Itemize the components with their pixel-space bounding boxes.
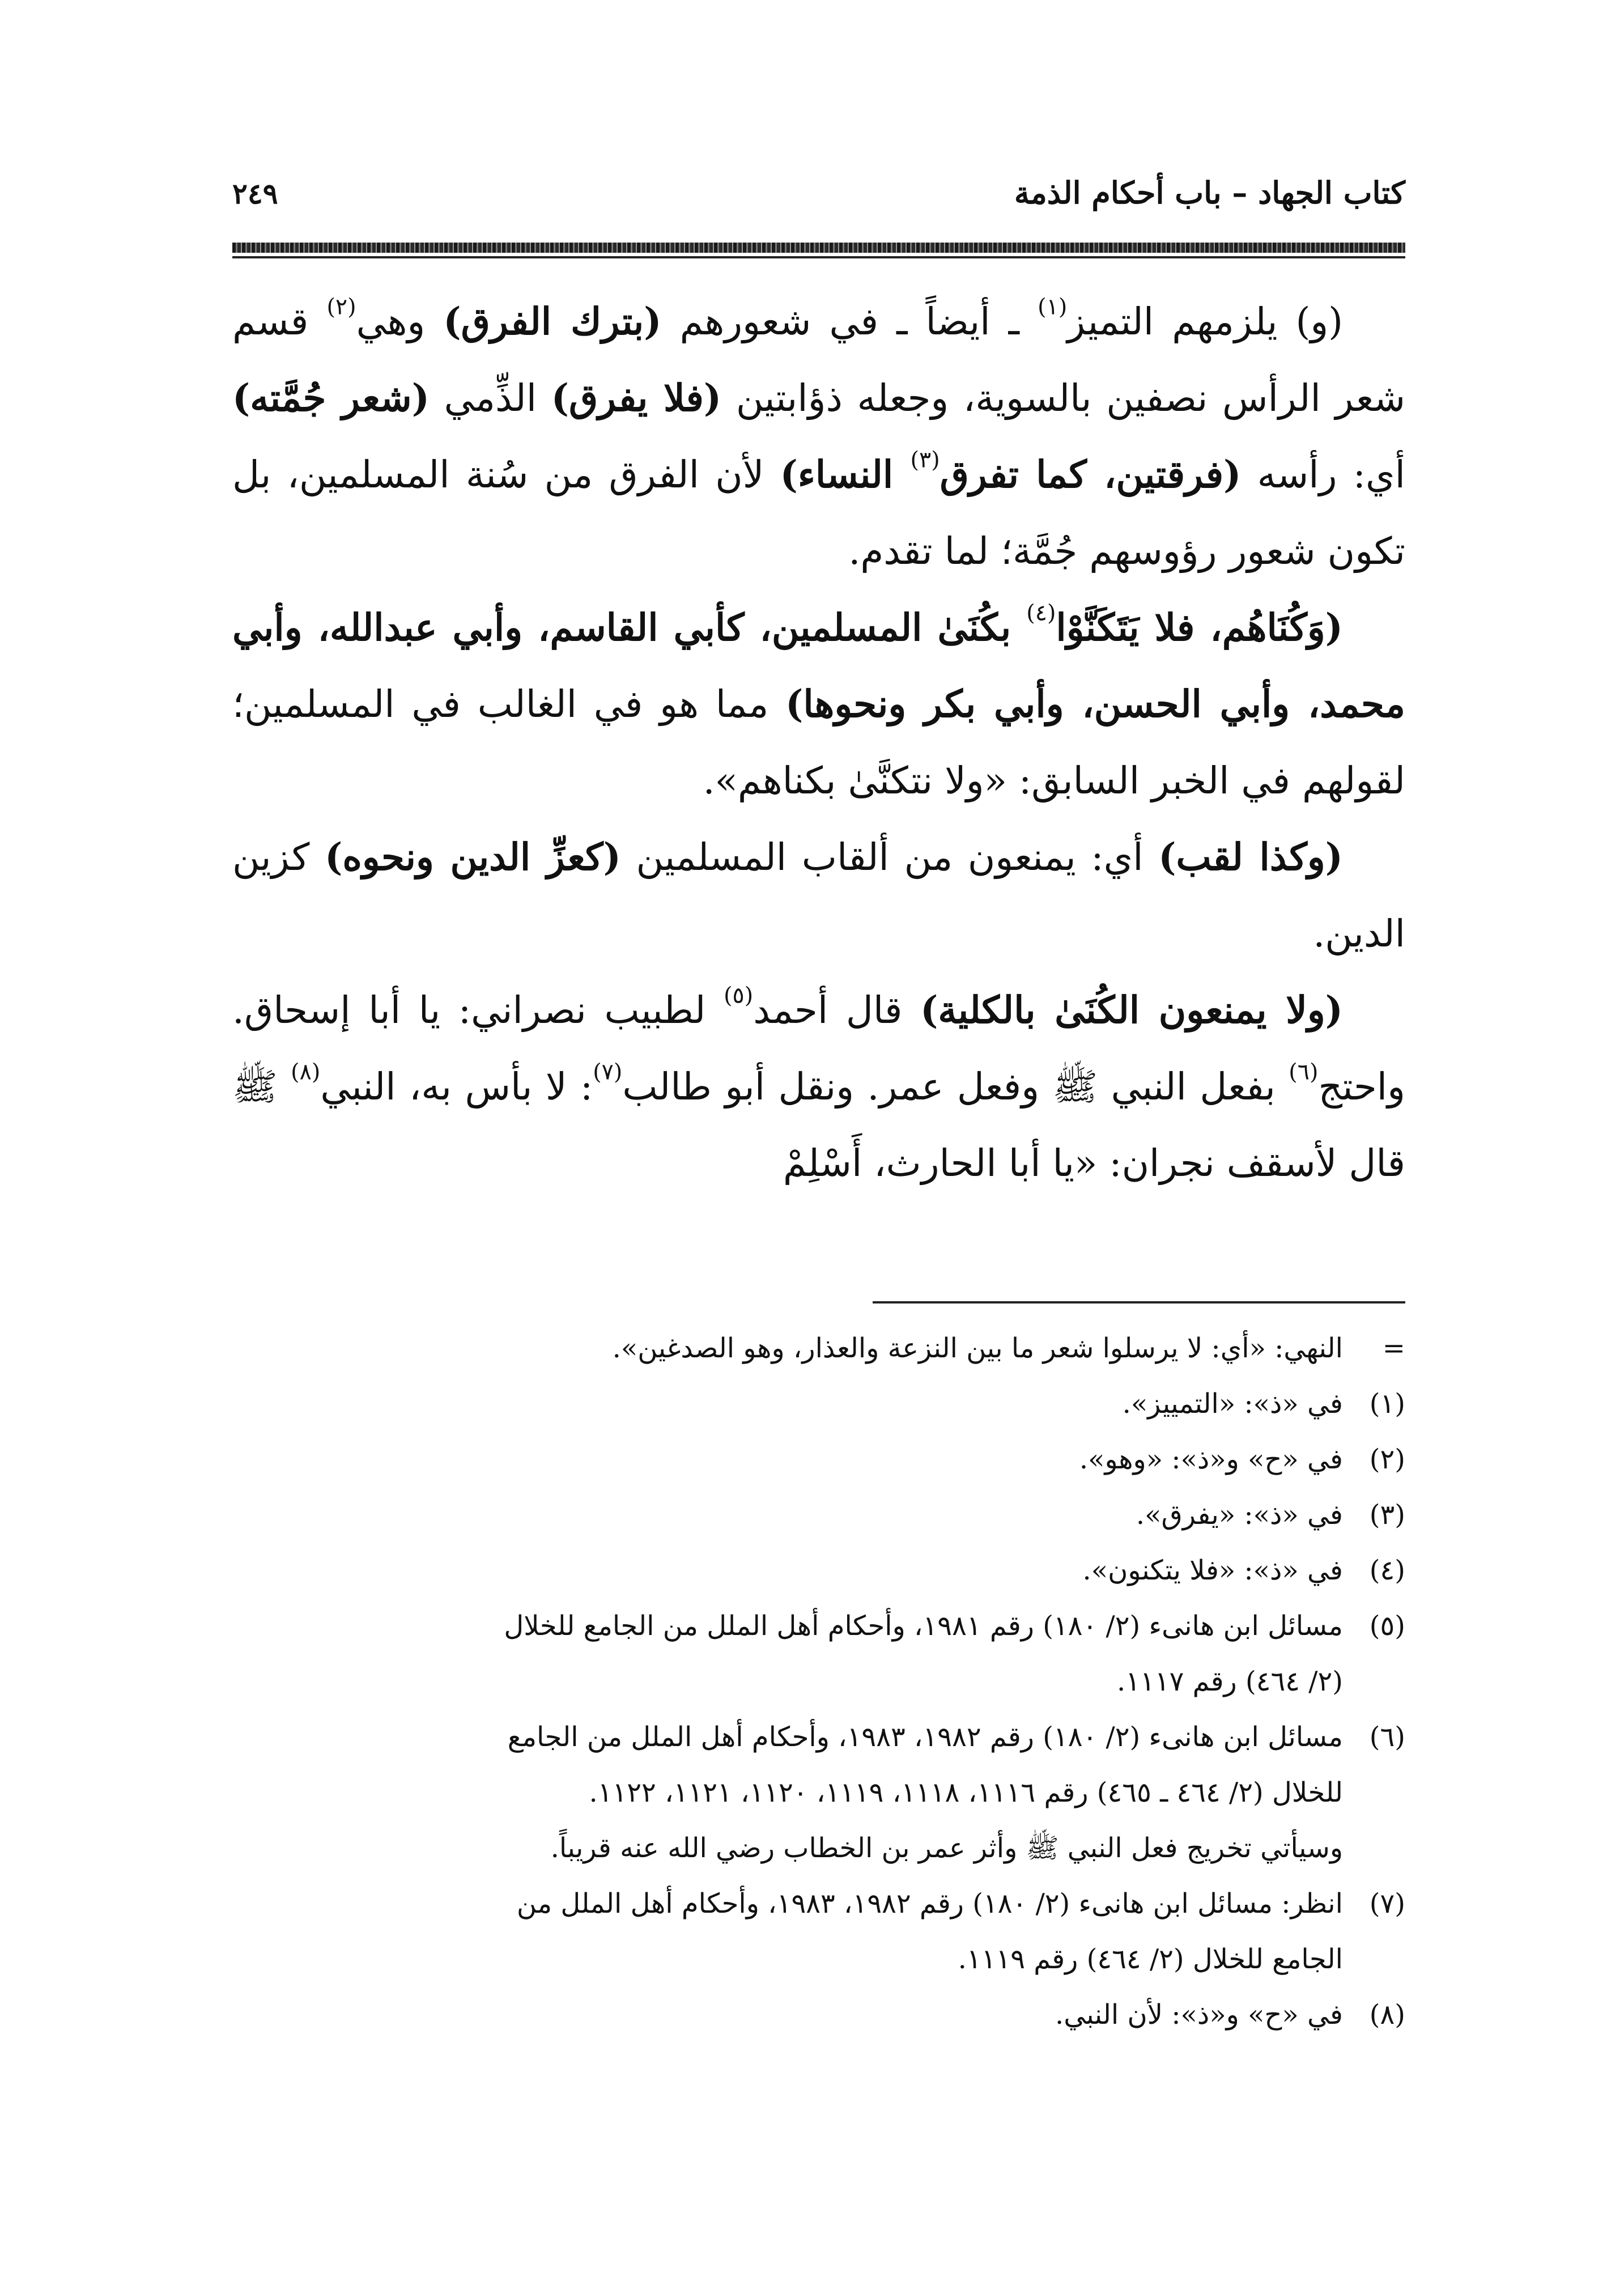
footnote-marker: (١) bbox=[1369, 1388, 1405, 1420]
text-run: (و) يلزمهم التميز bbox=[1067, 300, 1343, 343]
footnote-ref: (٥) bbox=[724, 982, 754, 1009]
main-text bbox=[232, 283, 1405, 1201]
text-run: ﷺ قال لأسقف نجران: «يا أبا الحارث، أَسْلِمْ bbox=[232, 1065, 1405, 1185]
footnote bbox=[232, 1543, 1405, 1598]
text-run: أي: يمنعون من ألقاب المسلمين bbox=[620, 835, 1159, 879]
footnote bbox=[232, 1876, 1405, 1987]
footnote-ref: (٤) bbox=[1026, 600, 1056, 626]
footnote-line: في «ح» و«ذ»: لأن النبي. bbox=[1055, 1999, 1343, 2031]
bold-term: (شعر جُمَّته) bbox=[232, 376, 430, 420]
footnote bbox=[232, 1487, 1405, 1543]
running-header bbox=[232, 170, 1405, 238]
footnote-line: للخلال (٢/ ٤٦٤ ـ ٤٦٥) رقم ١١١٦، ١١١٨، ١١١٩، ١١٢٠، ١١٢١، ١١٢٢. bbox=[589, 1777, 1343, 1808]
text-run: وهي bbox=[356, 300, 444, 343]
footnote-line: في «ذ»: «يفرق». bbox=[1136, 1499, 1343, 1531]
footnote-line: في «ذ»: «فلا يتكنون». bbox=[1082, 1555, 1343, 1586]
header-rule-thin bbox=[232, 256, 1405, 258]
footnote-ref: (٨) bbox=[291, 1059, 321, 1085]
footnote-marker: (٤) bbox=[1369, 1555, 1405, 1586]
footnote-marker: (٥) bbox=[1369, 1610, 1405, 1642]
text-run: أي: رأسه bbox=[1241, 453, 1406, 496]
header-title: كتاب الجهاد – باب أحكام الذمة bbox=[1014, 175, 1405, 211]
footnote-line: في «ح» و«ذ»: «وهو». bbox=[1079, 1443, 1343, 1475]
paragraph-2 bbox=[232, 589, 1405, 819]
page-number: ٢٤٩ bbox=[232, 177, 278, 210]
footnote bbox=[232, 1432, 1405, 1487]
footnote-ref: (٢) bbox=[326, 294, 356, 320]
footnote-line: الجامع للخلال (٢/ ٤٦٤) رقم ١١١٩. bbox=[958, 1943, 1343, 1975]
bold-term: (ولا يمنعون الكُنَىٰ بالكلية) bbox=[920, 988, 1343, 1032]
footnote-marker: (٣) bbox=[1369, 1499, 1405, 1531]
footnote-marker: = bbox=[1382, 1332, 1405, 1364]
paragraph-4 bbox=[232, 972, 1405, 1201]
paragraph-3 bbox=[232, 819, 1405, 972]
footnote bbox=[232, 1320, 1405, 1376]
footnote-marker: (٧) bbox=[1369, 1888, 1405, 1920]
bold-term: (فرقتين، كما تفرق bbox=[939, 452, 1242, 496]
footnote-line: (٢/ ٤٦٤) رقم ١١١٧. bbox=[1117, 1666, 1343, 1697]
bold-term: (وَكُنَاهُم، فلا يَتَكَنَّوْا bbox=[1056, 605, 1344, 649]
bold-term: (فلا يفرق) bbox=[551, 376, 722, 420]
footnote bbox=[232, 1709, 1405, 1876]
text-run: قال أحمد bbox=[753, 988, 921, 1032]
footnote bbox=[232, 1598, 1405, 1709]
footnote-ref: (٧) bbox=[593, 1059, 623, 1085]
footnote-marker: (٦) bbox=[1369, 1721, 1405, 1753]
bold-term: (وكذا لقب) bbox=[1158, 835, 1343, 879]
footnote-ref: (١) bbox=[1038, 294, 1068, 320]
footnote-line: مسائل ابن هانىء (٢/ ١٨٠) رقم ١٩٨١، وأحكام أهل الملل من الجامع للخلال bbox=[504, 1610, 1343, 1642]
bold-term: النساء) bbox=[780, 452, 911, 496]
text-run: قسم شعر الرأس نصفين بالسوية، وجعله ذؤابتين bbox=[232, 300, 1405, 420]
footnote-line: وسيأتي تخريج فعل النبي ﷺ وأثر عمر بن الخطاب رضي الله عنه قريباً. bbox=[550, 1832, 1343, 1864]
text-run: : لا بأس به، النبي bbox=[320, 1065, 593, 1109]
text-run: ـ أيضاً ـ في شعورهم bbox=[661, 300, 1038, 343]
bold-term: (بترك الفرق) bbox=[443, 299, 662, 343]
footnote-marker: (٨) bbox=[1369, 1999, 1405, 2031]
footnote-marker: (٢) bbox=[1369, 1443, 1405, 1475]
footnote bbox=[232, 1987, 1405, 2043]
footnotes bbox=[232, 1320, 1405, 2043]
footnote-line: مسائل ابن هانىء (٢/ ١٨٠) رقم ١٩٨٢، ١٩٨٣، وأحكام أهل الملل من الجامع bbox=[507, 1721, 1343, 1753]
text-run: مما هو في الغالب في المسلمين؛ لقولهم في الخبر السابق: «ولا نتكنَّىٰ بكناهم». bbox=[232, 682, 1405, 802]
footnote-line: انظر: مسائل ابن هانىء (٢/ ١٨٠) رقم ١٩٨٢، ١٩٨٣، وأحكام أهل الملل من bbox=[516, 1888, 1343, 1920]
header-rule bbox=[232, 243, 1405, 253]
footnote-ref: (٣) bbox=[910, 447, 940, 473]
text-run: بفعل النبي ﷺ وفعل عمر. ونقل أبو طالب bbox=[622, 1065, 1289, 1109]
text-run: كزين الدين. bbox=[232, 835, 1405, 956]
bold-term: بكُنَىٰ المسلمين، كأبي القاسم، وأبي عبدالله، وأبي محمد، وأبي الحسن، وأبي بكر ونحوها) bbox=[232, 605, 1406, 726]
paragraph-1 bbox=[232, 283, 1405, 589]
footnote bbox=[232, 1376, 1405, 1432]
text-run: الذِّمي bbox=[429, 376, 551, 420]
footnote-line: النهي: «أي: لا يرسلوا شعر ما بين النزعة والعذار، وهو الصدغين». bbox=[612, 1332, 1343, 1364]
footnote-separator bbox=[873, 1301, 1405, 1303]
bold-term: (كعزِّ الدين ونحوه) bbox=[325, 835, 621, 879]
footnote-ref: (٦) bbox=[1289, 1059, 1319, 1085]
text-run: لطبيب نصراني: يا أبا إسحاق. واحتج bbox=[232, 988, 1405, 1109]
footnote-line: في «ذ»: «التمييز». bbox=[1122, 1388, 1343, 1420]
text-run: لأن الفرق من سُنة المسلمين، بل تكون شعور رؤوسهم جُمَّة؛ لما تقدم. bbox=[232, 453, 1405, 573]
